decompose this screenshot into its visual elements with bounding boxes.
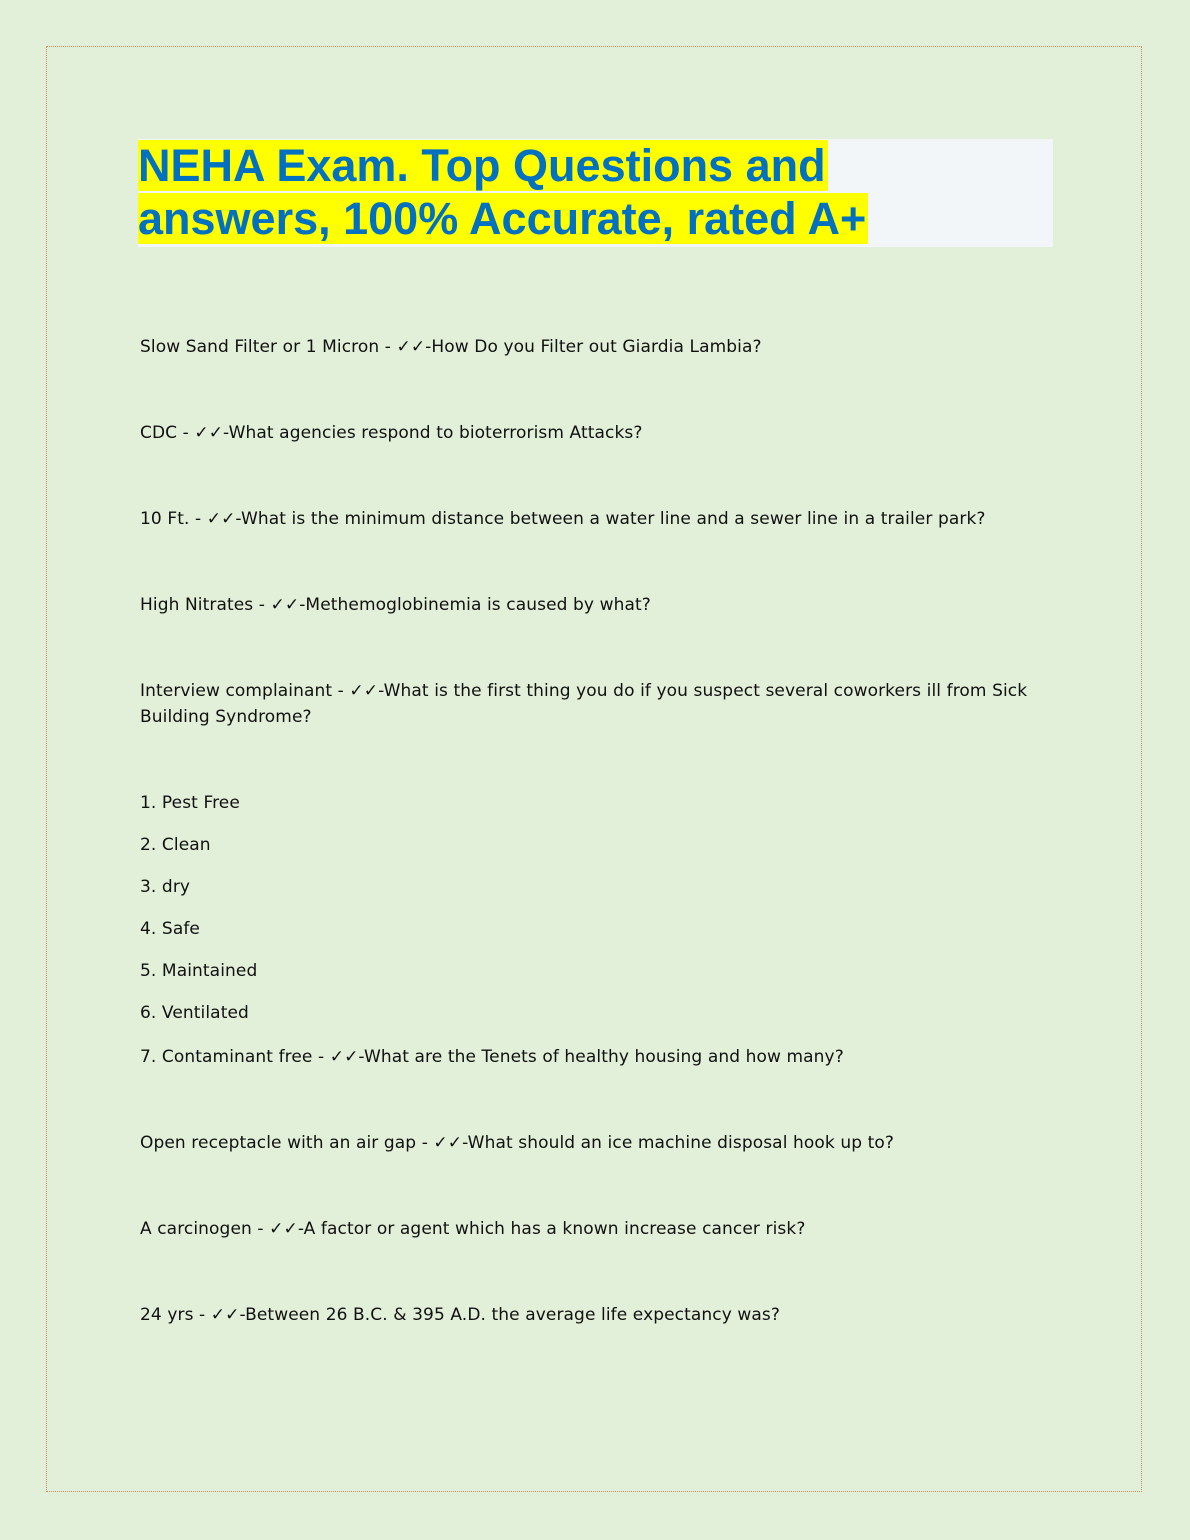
document-title <box>138 139 1053 245</box>
tenet-item: 2. Clean <box>140 835 211 855</box>
tenet-item: 3. dry <box>140 877 191 897</box>
qa-item: 24 yrs - ✓✓-Between 26 B.C. & 395 A.D. the average life expectancy was? <box>140 1305 780 1325</box>
qa-item: CDC - ✓✓-What agencies respond to bioterrorism Attacks? <box>140 423 643 443</box>
tenet-item: 5. Maintained <box>140 961 258 981</box>
qa-item: Open receptacle with an air gap - ✓✓-What should an ice machine disposal hook up to? <box>140 1133 895 1153</box>
tenet-item: 4. Safe <box>140 919 200 939</box>
qa-item: Interview complainant - ✓✓-What is the first thing you do if you suspect several coworkers ill from Sick Building Syndrome? <box>140 681 1028 727</box>
tenet-item: 6. Ventilated <box>140 1003 249 1023</box>
tenet-item: 1. Pest Free <box>140 793 240 813</box>
qa-item: 10 Ft. - ✓✓-What is the minimum distance between a water line and a sewer line in a trailer park? <box>140 509 986 529</box>
qa-content <box>140 334 1050 1388</box>
qa-item: A carcinogen - ✓✓-A factor or agent which has a known increase cancer risk? <box>140 1219 806 1239</box>
qa-item: 7. Contaminant free - ✓✓-What are the Tenets of healthy housing and how many? <box>140 1047 844 1067</box>
qa-item: Slow Sand Filter or 1 Micron - ✓✓-How Do you Filter out Giardia Lambia? <box>140 337 762 357</box>
title-line-2: answers, 100% Accurate, rated A+ <box>138 193 867 244</box>
title-box <box>138 139 1053 247</box>
qa-item: High Nitrates - ✓✓-Methemoglobinemia is caused by what? <box>140 595 651 615</box>
title-line-1: NEHA Exam. Top Questions and <box>138 140 826 191</box>
